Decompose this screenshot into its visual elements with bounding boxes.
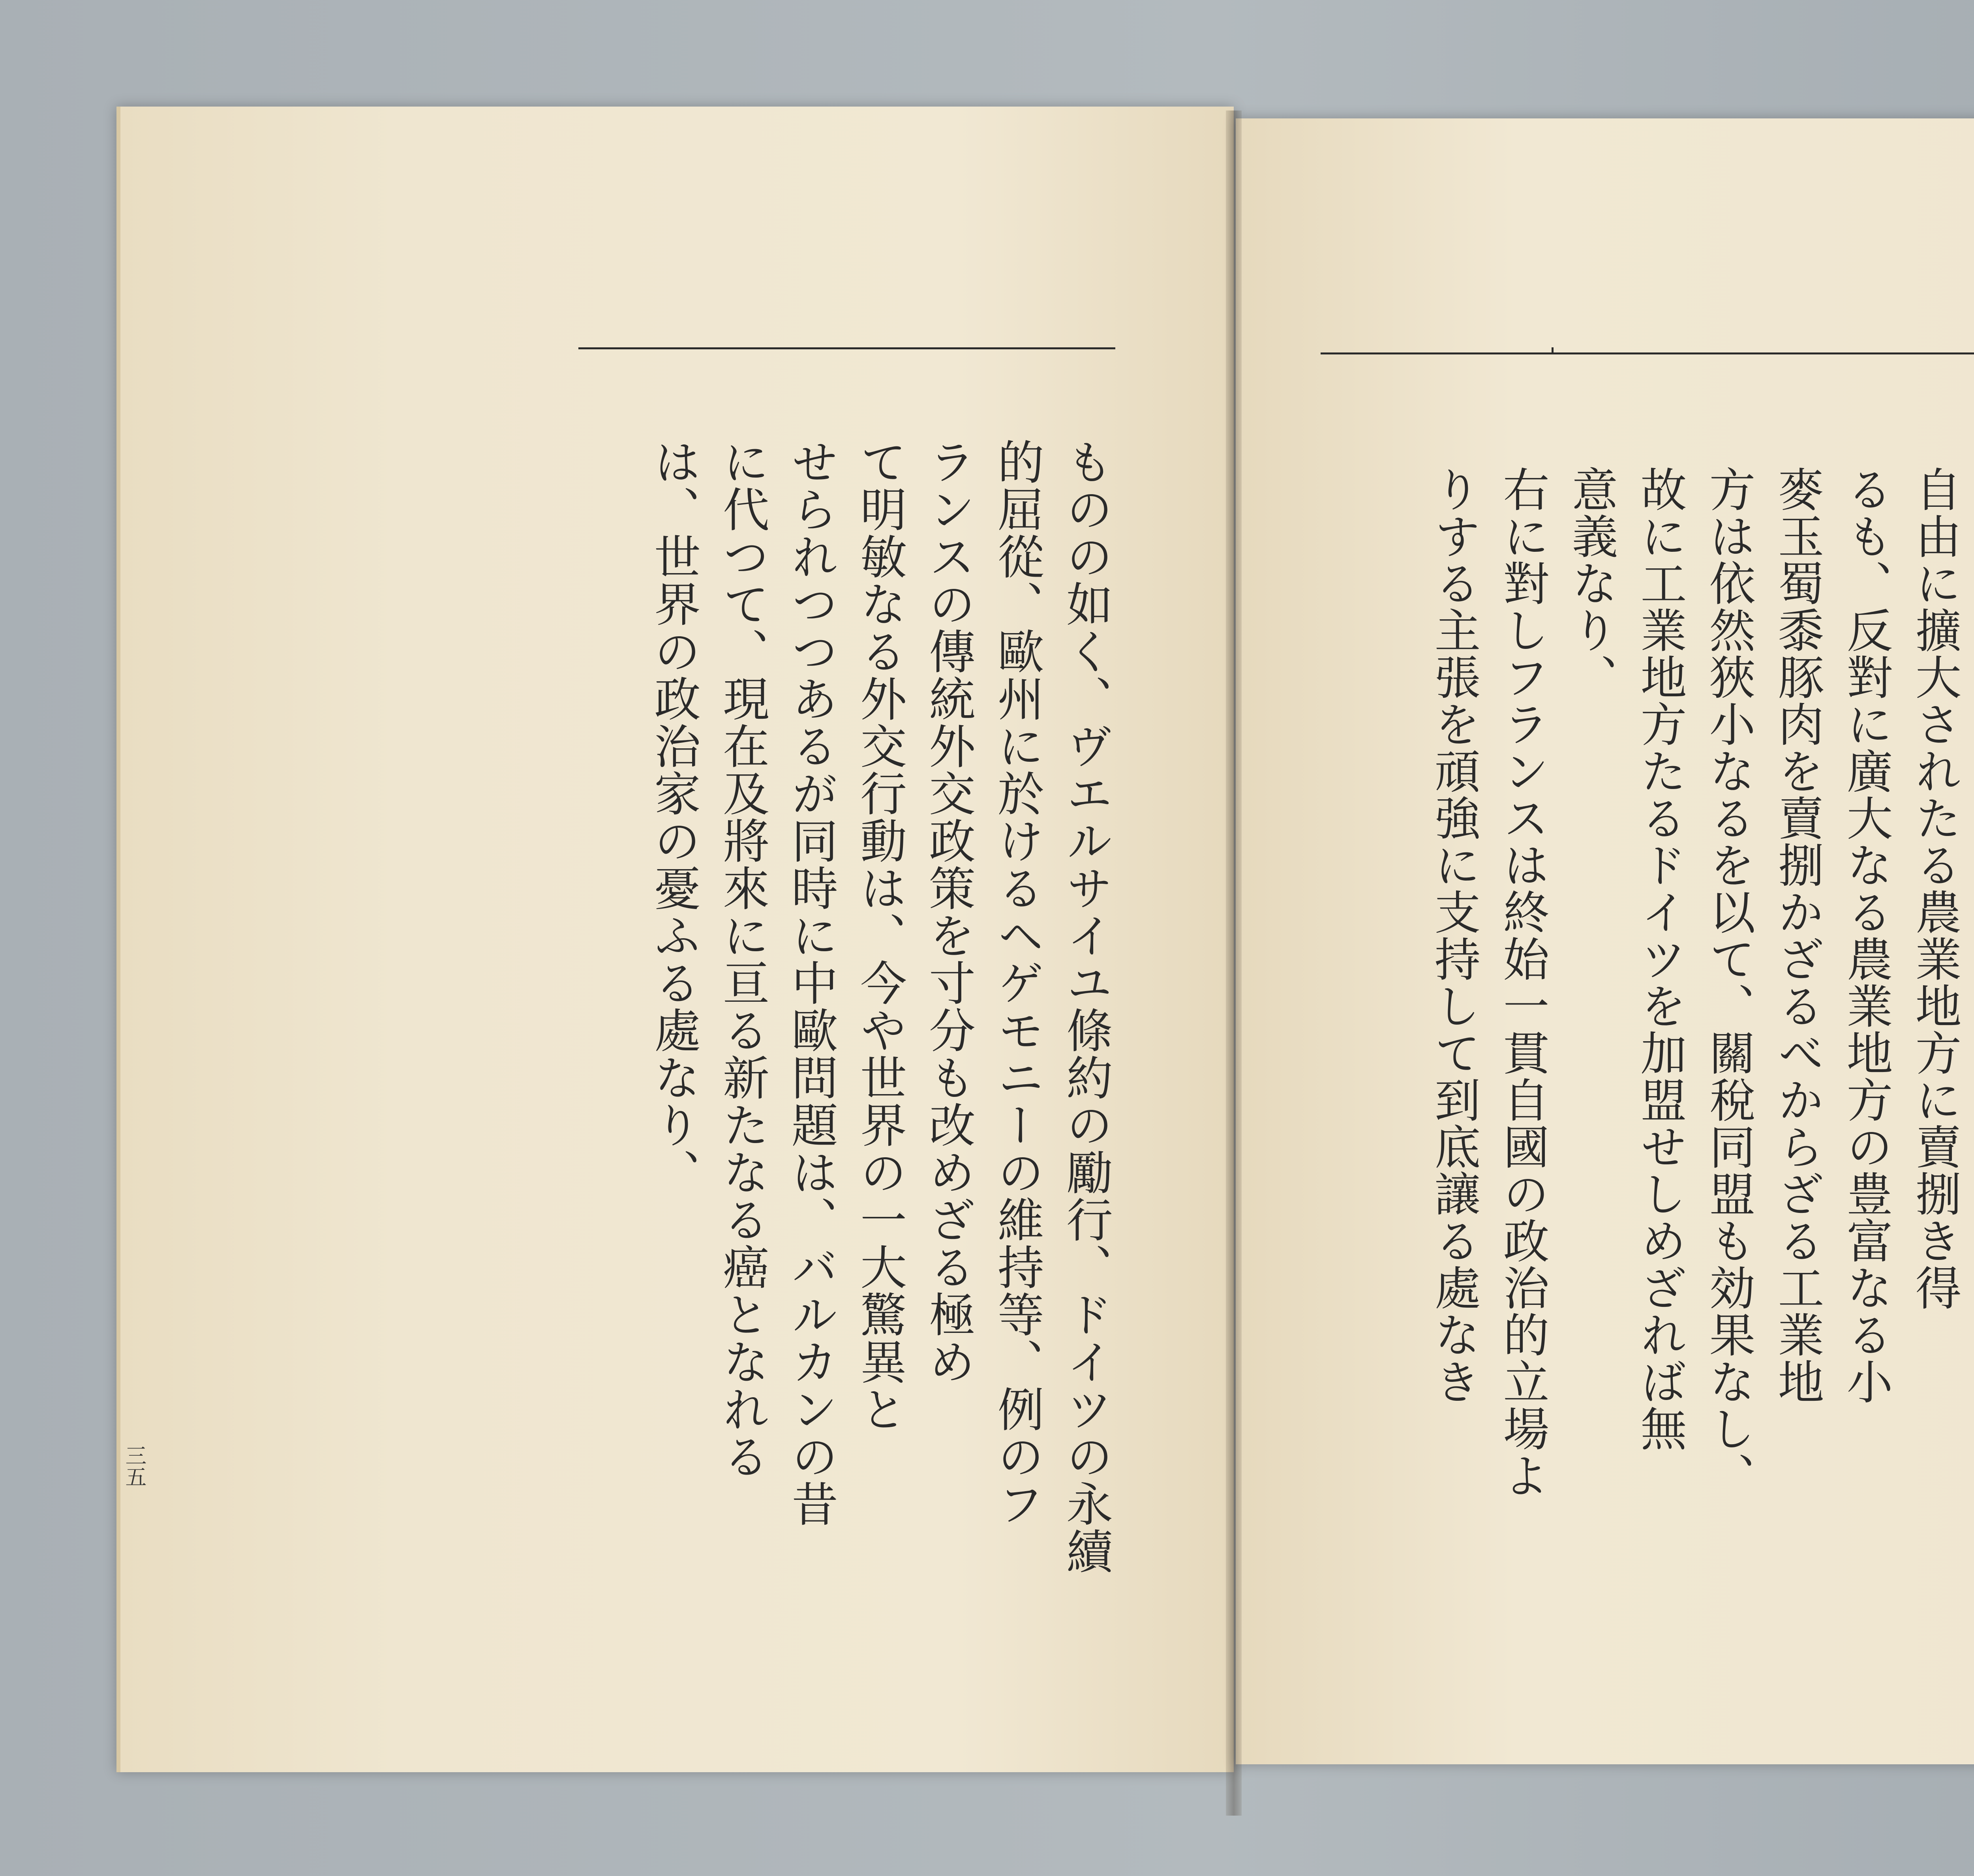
right-page-text xyxy=(1358,466,1974,1638)
text-column: 右に對しフランスは終始一貫自國の政治的立場よ xyxy=(1496,466,1550,1499)
text-column: 麥玉蜀黍豚肉を賣捌かざるべからざる工業地 xyxy=(1770,466,1824,1405)
text-column: るも、反對に廣大なる農業地方の豊富なる小 xyxy=(1839,466,1893,1405)
left-page-header-rule xyxy=(578,347,1115,349)
text-column: ものの如く、ヴエルサイユ條約の勵行、ドイツの永續 xyxy=(1058,438,1113,1575)
text-column: 方は依然狹小なるを以て、關稅同盟も効果なし、 xyxy=(1702,466,1756,1499)
text-column: りする主張を頑強に支持して到底讓る處なき xyxy=(1427,466,1481,1405)
right-page-header-rule xyxy=(1321,352,1974,354)
text-column: は、世界の政治家の憂ふる處なり、 xyxy=(646,438,701,1196)
left-page-text xyxy=(580,438,1113,1575)
text-column: 意義なり、 xyxy=(1564,466,1618,701)
text-column: 的屈從、歐州に於けるヘゲモニーの維持等、例のフ xyxy=(990,438,1044,1527)
right-page-rule-mark xyxy=(1552,347,1554,354)
book-gutter xyxy=(1226,111,1242,1816)
text-column: て明敏なる外交行動は、今や世界の一大驚異と xyxy=(852,438,907,1433)
text-column: ランスの傳統外交政策を寸分も改めざる極め xyxy=(921,438,976,1385)
text-column: せられつつあるが同時に中歐問題は、バルカンの昔 xyxy=(784,438,838,1527)
left-page-number: 三五 xyxy=(122,1445,147,1487)
text-column: に代つて、現在及將來に亘る新たなる癌となれる xyxy=(715,438,769,1480)
text-column: 故に工業地方たるドイツを加盟せしめざれば無 xyxy=(1633,466,1687,1452)
text-column: 自由に擴大されたる農業地方に賣捌き得 xyxy=(1908,466,1962,1311)
